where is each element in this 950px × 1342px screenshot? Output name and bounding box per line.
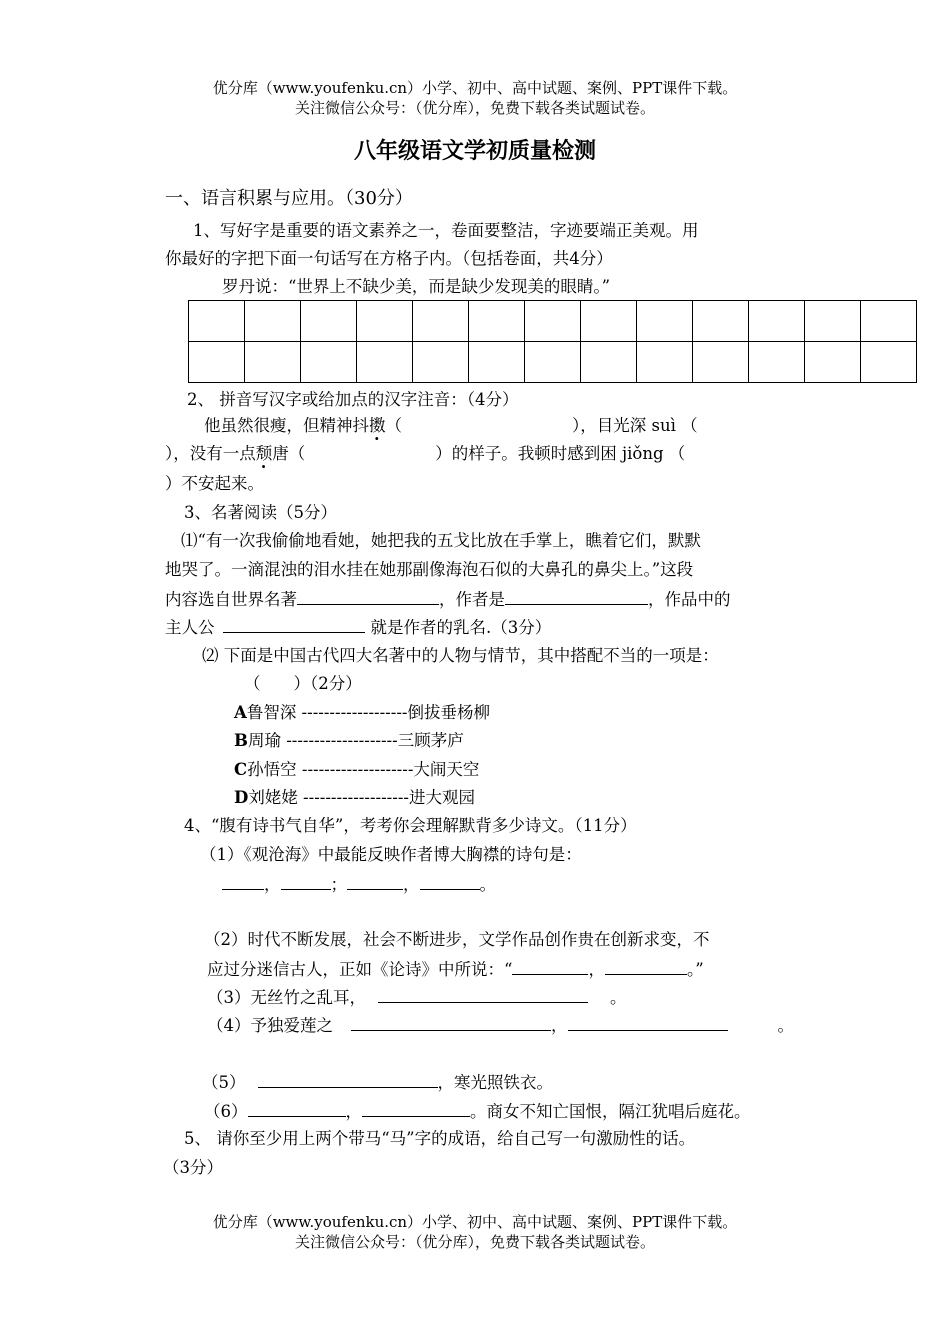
q4-s3: [207, 986, 627, 1009]
q5-line-2: （3分）: [163, 1158, 223, 1177]
grid-cell[interactable]: [581, 301, 637, 342]
q4-punct: ；: [330, 875, 347, 894]
grid-cell[interactable]: [805, 301, 861, 342]
q2-line-3: ）不安起来。: [165, 474, 264, 493]
q4-punct: 。: [777, 1016, 794, 1035]
q3-text: ，作者是: [439, 590, 505, 609]
grid-cell[interactable]: [245, 342, 301, 383]
grid-cell[interactable]: [357, 342, 413, 383]
option-d[interactable]: [234, 787, 475, 809]
grid-cell[interactable]: [861, 301, 917, 342]
grid-row: [189, 342, 917, 383]
option-letter: C: [234, 760, 248, 779]
grid-cell[interactable]: [749, 342, 805, 383]
answer-blank[interactable]: [297, 588, 439, 605]
q3-text: 主人公: [165, 618, 215, 637]
footer-line-2: 关注微信公众号：（优分库），免费下载各类试题试卷。: [294, 1233, 655, 1251]
grid-row: [189, 301, 917, 342]
q2-text: 他虽然很瘦，但精神抖: [204, 416, 369, 435]
option-text: 刘姥姥 -------------------进大观园: [248, 788, 475, 807]
grid-cell[interactable]: [749, 301, 805, 342]
grid-cell[interactable]: [245, 301, 301, 342]
q4-punct: ，: [588, 960, 605, 979]
answer-blank[interactable]: [505, 588, 648, 605]
q4-s6: [204, 1100, 751, 1123]
q4-s1-blanks: [222, 873, 496, 896]
q4-s2-line-1: （2）时代不断发展，社会不断进步，文学作品创作贵在创新求变，不: [204, 930, 710, 949]
page-title: 八年级语文学初质量检测: [353, 139, 596, 164]
q4-text: ，寒光照铁衣。: [437, 1073, 553, 1092]
q4-punct: 。: [479, 875, 496, 894]
grid-cell[interactable]: [637, 342, 693, 383]
q2-text: ），目光深 suì （: [572, 416, 698, 435]
grid-cell[interactable]: [469, 342, 525, 383]
grid-cell[interactable]: [637, 301, 693, 342]
grid-cell[interactable]: [413, 301, 469, 342]
q3-p2-line-2: （ ）（2分）: [244, 674, 362, 693]
header-line-2: 关注微信公众号：（优分库），免费下载各类试题试卷。: [294, 99, 655, 117]
writing-grid[interactable]: [188, 300, 917, 383]
grid-cell[interactable]: [189, 342, 245, 383]
q3-p1-line-1: ⑴“有一次我偷偷地看她，她把我的五戈比放在手掌上，瞧着它们，默默: [181, 531, 701, 550]
answer-blank[interactable]: [568, 1014, 728, 1031]
grid-cell[interactable]: [861, 342, 917, 383]
q4-punct: ，: [551, 1016, 568, 1035]
q4-heading: 4、“腹有诗书气自华”，考考你会理解默背多少诗文。（11分）: [184, 816, 637, 835]
q3-text: 就是作者的乳名.（3分）: [370, 618, 552, 637]
grid-cell[interactable]: [413, 342, 469, 383]
option-text: 孙悟空 --------------------大闹天空: [247, 760, 480, 779]
q1-quote: 罗丹说：“世界上不缺少美，而是缺少发现美的眼睛。”: [222, 277, 611, 296]
q3-p1-line-2: 地哭了。一滴混浊的泪水挂在她那副像海泡石似的大鼻孔的鼻尖上。”这段: [165, 560, 694, 579]
option-b[interactable]: [234, 730, 464, 752]
answer-blank[interactable]: [362, 1100, 470, 1117]
option-c[interactable]: [234, 759, 479, 781]
answer-blank[interactable]: [420, 873, 480, 890]
grid-cell[interactable]: [581, 342, 637, 383]
q2-text: （: [385, 416, 402, 435]
grid-cell[interactable]: [693, 342, 749, 383]
q4-text: （6）: [204, 1102, 248, 1121]
q4-text: （5）: [202, 1073, 246, 1092]
q4-s4: [207, 1014, 794, 1037]
q4-punct: ，: [403, 875, 420, 894]
option-letter: D: [234, 788, 249, 807]
answer-blank[interactable]: [512, 958, 588, 975]
section-1-heading: 一、语言积累与应用。（30分）: [165, 188, 413, 209]
option-letter: A: [234, 703, 247, 722]
answer-blank[interactable]: [347, 873, 403, 890]
grid-cell[interactable]: [805, 342, 861, 383]
answer-blank[interactable]: [351, 1014, 551, 1031]
q4-punct: ，: [345, 1102, 362, 1121]
grid-cell[interactable]: [301, 342, 357, 383]
dotted-character: 擞: [369, 416, 386, 435]
q3-text: ，作品中的: [648, 590, 731, 609]
grid-cell[interactable]: [189, 301, 245, 342]
q3-heading: 3、名著阅读（5分）: [184, 503, 337, 522]
q5-line-1: 5、 请你至少用上两个带马“马”字的成语，给自己写一句激励性的话。: [184, 1129, 696, 1148]
q2-line-1: [204, 415, 698, 437]
answer-blank[interactable]: [223, 616, 365, 633]
q3-text: 内容选自世界名著: [165, 590, 297, 609]
dotted-character: 颓: [255, 444, 273, 463]
q4-punct: 。: [610, 988, 627, 1007]
option-text: 周瑜 --------------------三顾茅庐: [247, 731, 464, 750]
q2-text: ），没有一点: [165, 444, 256, 463]
answer-blank[interactable]: [222, 873, 264, 890]
answer-blank[interactable]: [605, 958, 687, 975]
q2-line-2: [165, 443, 685, 465]
header-line-1: 优分库（www.youfenku.cn）小学、初中、高中试题、案例、PPT课件下载。: [212, 79, 738, 97]
q4-text: 。商女不知亡国恨，隔江犹唱后庭花。: [470, 1102, 751, 1121]
q3-p1-line-3: [165, 588, 731, 611]
answer-blank[interactable]: [258, 1071, 438, 1088]
answer-blank[interactable]: [378, 986, 588, 1003]
grid-cell[interactable]: [525, 342, 581, 383]
q1-line-1: 1、写好字是重要的语文素养之一，卷面要整洁，字迹要端正美观。用: [193, 221, 699, 240]
option-letter: B: [234, 731, 248, 750]
q4-text: （4）予独爱莲之: [207, 1016, 333, 1035]
footer-line-1: 优分库（www.youfenku.cn）小学、初中、高中试题、案例、PPT课件下载。: [212, 1213, 738, 1231]
option-text: 鲁智深 -------------------倒拔垂杨柳: [246, 703, 490, 722]
q4-s2-line-2: [207, 958, 704, 981]
option-a[interactable]: [234, 702, 490, 724]
q2-heading: 2、 拼音写汉字或给加点的汉字注音：（4分）: [187, 390, 519, 409]
q4-text: 应过分迷信古人，正如《论诗》中所说：“: [207, 960, 513, 979]
answer-blank[interactable]: [281, 873, 331, 890]
q2-text: ）的样子。我顿时感到困 jiǒng （: [435, 444, 686, 463]
q4-s1: （1）《观沧海》中最能反映作者博大胸襟的诗句是：: [200, 845, 582, 864]
q2-text: 唐（: [272, 444, 306, 463]
q4-s5: [202, 1071, 553, 1094]
answer-blank[interactable]: [248, 1100, 346, 1117]
grid-cell[interactable]: [525, 301, 581, 342]
q4-text: （3）无丝竹之乱耳，: [207, 988, 366, 1007]
q4-punct: ，: [264, 875, 281, 894]
grid-cell[interactable]: [301, 301, 357, 342]
grid-cell[interactable]: [693, 301, 749, 342]
grid-cell[interactable]: [469, 301, 525, 342]
q1-line-2: 你最好的字把下面一句话写在方格子内。（包括卷面，共4分）: [165, 249, 613, 268]
q3-p1-line-4: [165, 616, 551, 639]
grid-cell[interactable]: [357, 301, 413, 342]
q3-p2-line-1: ⑵ 下面是中国古代四大名著中的人物与情节，其中搭配不当的一项是：: [202, 646, 719, 665]
q4-punct: 。”: [686, 960, 704, 979]
